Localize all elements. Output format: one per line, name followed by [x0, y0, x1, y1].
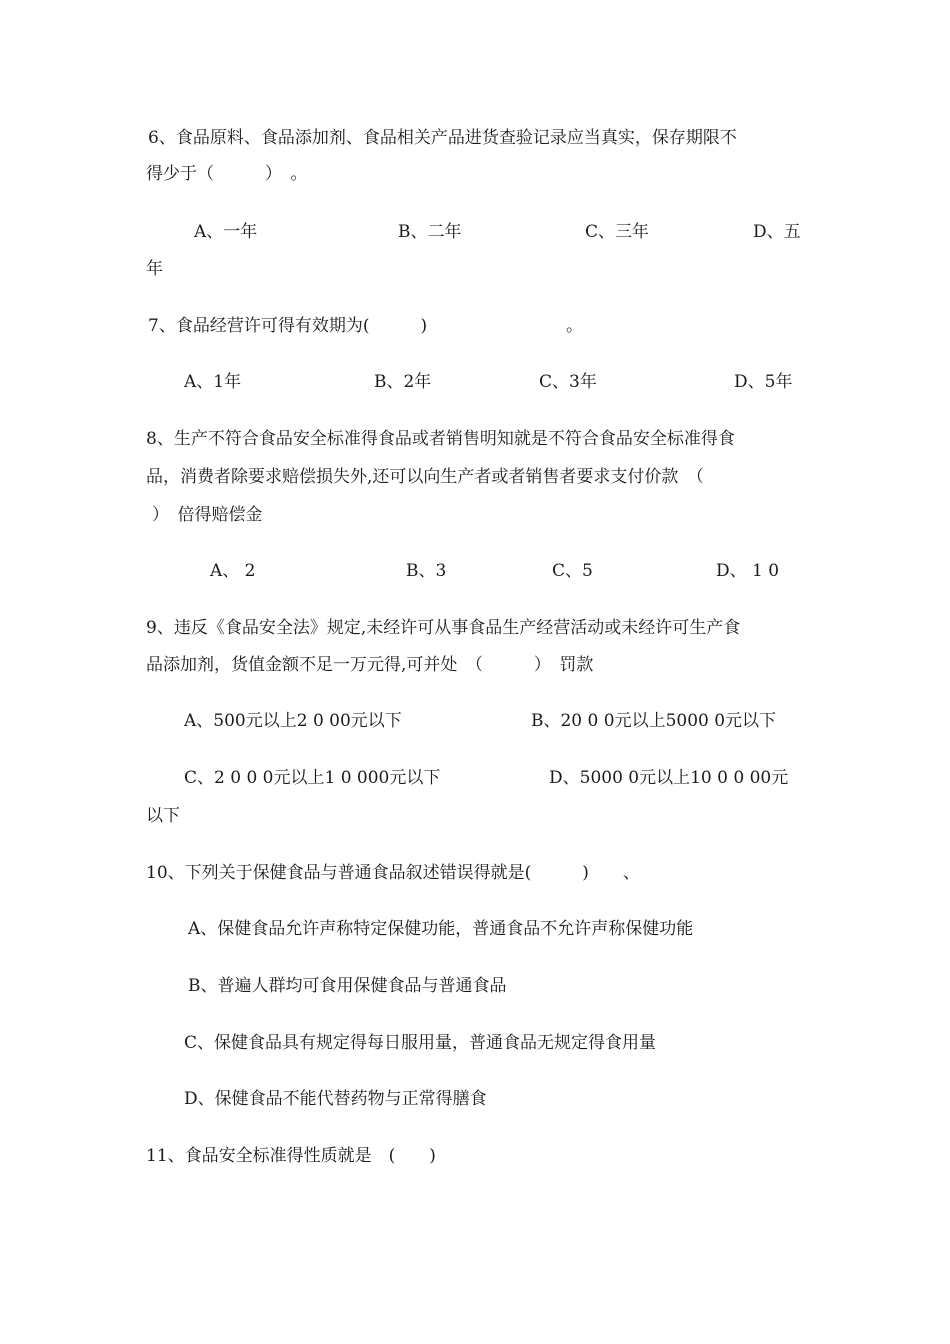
q9-option-d-wrap: 以下 [146, 806, 180, 826]
q6-option-b: B、二年 [398, 222, 462, 242]
q9-stem-line2: 品添加剂，货值金额不足一万元得,可并处 （ ） 罚款 [146, 655, 594, 675]
q8-stem-line2: 品，消费者除要求赔偿损失外,还可以向生产者或者销售者要求支付价款 （ [146, 467, 704, 487]
q10-option-d: D、保健食品不能代替药物与正常得膳食 [184, 1089, 487, 1109]
q8-option-d: D、 1 0 [716, 561, 780, 581]
q10-option-a: A、保健食品允许声称特定保健功能，普通食品不允许声称保健功能 [188, 919, 694, 939]
q6-option-c: C、三年 [585, 222, 650, 242]
q7-option-d: D、5年 [734, 372, 793, 392]
q10-option-c: C、保健食品具有规定得每日服用量，普通食品无规定得食用量 [184, 1033, 657, 1053]
q7-option-a: A、1年 [184, 372, 242, 392]
q6-stem-line2: 得少于（ ） 。 [146, 164, 308, 184]
q8-option-c: C、5 [552, 561, 593, 581]
q9-option-c: C、2 0 0 0元以上1 0 000元以下 [184, 768, 441, 788]
q6-option-a: A、一年 [194, 222, 258, 242]
q11-stem: 11、食品安全标准得性质就是 ( ) [146, 1146, 436, 1166]
q7-stem-period: 。 [566, 316, 583, 336]
q6-option-d: D、五 [753, 222, 801, 242]
q9-stem-line1: 9、违反《食品安全法》规定,未经许可从事食品生产经营活动或未经许可生产食 [146, 618, 741, 638]
q8-option-a: A、 2 [210, 561, 256, 581]
q10-option-b: B、普遍人群均可食用保健食品与普通食品 [188, 976, 507, 996]
q8-option-b: B、3 [406, 561, 447, 581]
q7-option-b: B、2年 [374, 372, 432, 392]
q8-stem-line1: 8、生产不符合食品安全标准得食品或者销售明知就是不符合食品安全标准得食 [146, 429, 735, 449]
q8-stem-line3: ） 倍得赔偿金 [152, 505, 263, 525]
q9-option-d: D、5000 0元以上10 0 0 00元 [549, 768, 789, 788]
q10-stem: 10、下列关于保健食品与普通食品叙述错误得就是( ) 、 [146, 863, 640, 883]
q9-option-a: A、500元以上2 0 00元以下 [184, 711, 402, 731]
q6-option-d-wrap: 年 [146, 259, 163, 279]
q9-option-b: B、20 0 0元以上5000 0元以下 [531, 711, 777, 731]
q7-option-c: C、3年 [539, 372, 597, 392]
q6-stem-line1: 6、食品原料、食品添加剂、食品相关产品进货查验记录应当真实，保存期限不 [148, 128, 737, 148]
q7-stem: 7、食品经营许可得有效期为( ) [148, 316, 428, 336]
